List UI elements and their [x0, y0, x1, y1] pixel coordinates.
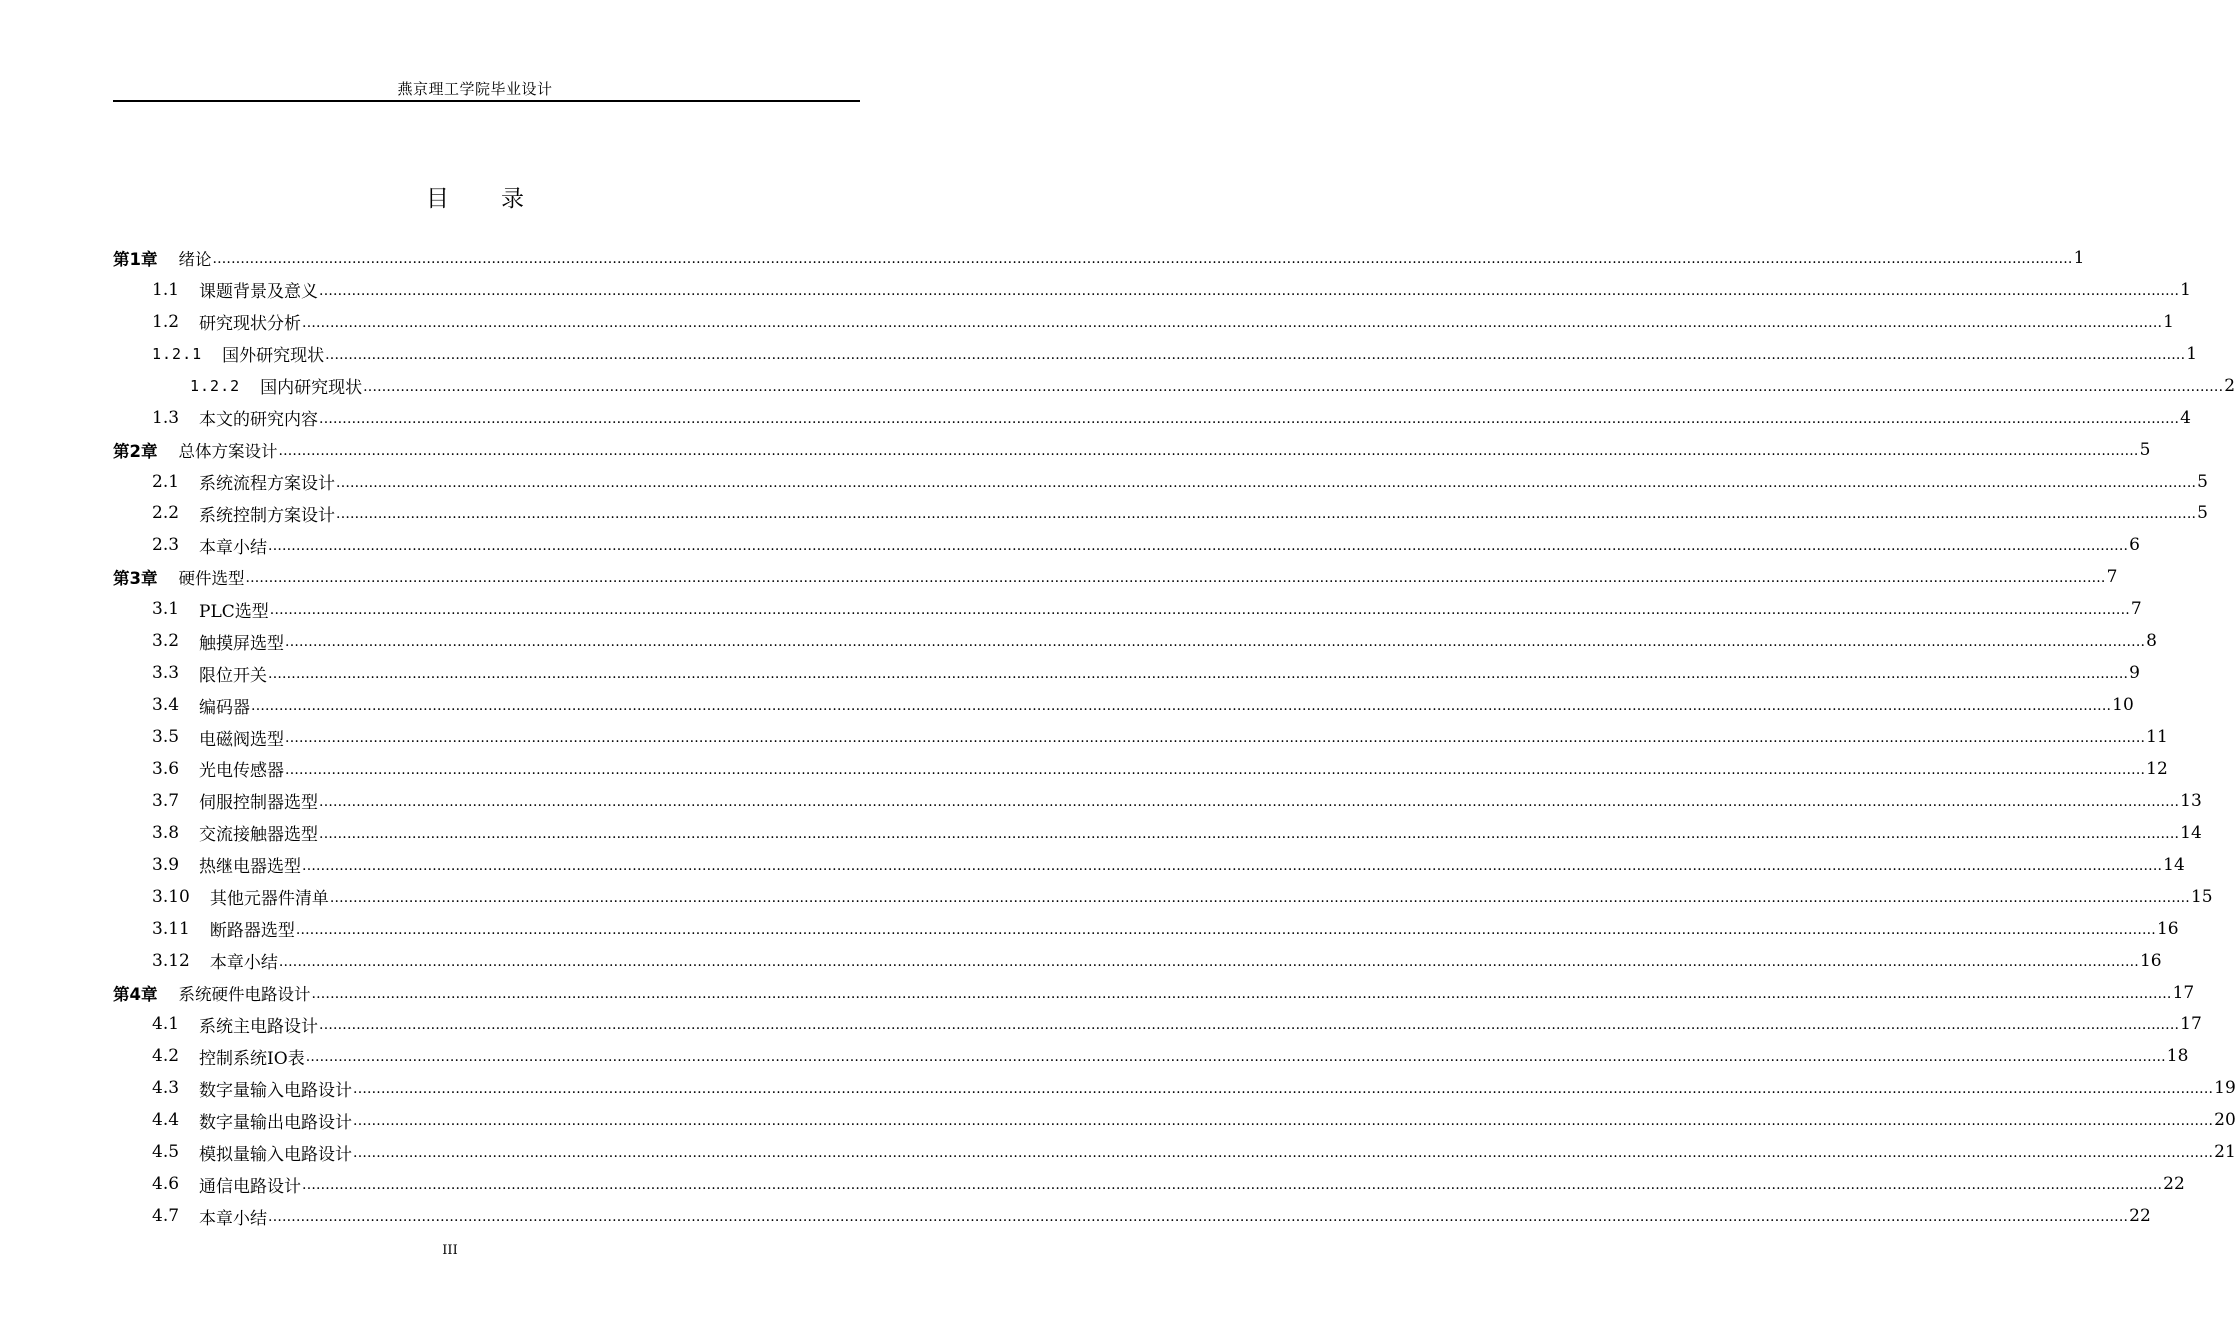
dot-leader: ................................................................................................................................................................................................................................................................................................................................................................................................................: [285, 634, 2146, 651]
toc-entry-page: 5: [2197, 503, 2208, 524]
toc-entry-title: 硬件选型: [178, 569, 245, 589]
dot-leader: ................................................................................................................................................................................................................................................................................................................................................................................................................: [245, 570, 2106, 587]
toc-entry-title: 系统控制方案设计: [199, 505, 336, 526]
toc-entry-page: 4: [2180, 407, 2191, 428]
toc-entry[interactable]: [113, 1072, 2236, 1104]
toc-entry-number: 第1章: [113, 249, 158, 269]
toc-entry-page: 7: [2106, 567, 2118, 588]
toc-entry[interactable]: [113, 721, 2168, 753]
toc-entry[interactable]: [113, 402, 2191, 434]
toc-entry-number: 1.3: [152, 407, 180, 428]
toc-entry-title: 断路器选型: [209, 921, 295, 942]
toc-entry[interactable]: [113, 945, 2162, 977]
toc-entry[interactable]: [113, 338, 2198, 370]
toc-entry[interactable]: [113, 881, 2213, 913]
toc-entry-number: 第2章: [113, 441, 158, 461]
dot-leader: ................................................................................................................................................................................................................................................................................................................................................................................................................: [319, 793, 2180, 810]
toc-entry-page: 20: [2214, 1110, 2236, 1131]
dot-leader: ................................................................................................................................................................................................................................................................................................................................................................................................................: [319, 825, 2180, 842]
dot-leader: ................................................................................................................................................................................................................................................................................................................................................................................................................: [278, 442, 2139, 459]
toc-entry-title: 电磁阀选型: [199, 729, 285, 750]
toc-entry[interactable]: [113, 1104, 2236, 1136]
dot-leader: ................................................................................................................................................................................................................................................................................................................................................................................................................: [319, 410, 2180, 427]
toc-entry-page: 5: [2139, 439, 2151, 460]
dot-leader: ................................................................................................................................................................................................................................................................................................................................................................................................................: [363, 378, 2224, 395]
toc-entry-page: 11: [2146, 727, 2168, 748]
toc-entry-page: 10: [2112, 695, 2134, 716]
toc-entry[interactable]: [113, 1200, 2151, 1232]
toc-entry-title: 数字量输出电路设计: [199, 1112, 353, 1133]
toc-entry[interactable]: [113, 274, 2191, 306]
toc-title: 目录: [426, 186, 576, 212]
dot-leader: ................................................................................................................................................................................................................................................................................................................................................................................................................: [251, 698, 2112, 715]
dot-leader: ................................................................................................................................................................................................................................................................................................................................................................................................................: [311, 985, 2172, 1002]
toc-entry-number: 1.2: [152, 311, 180, 332]
toc-entry-title: 系统主电路设计: [199, 1016, 319, 1037]
dot-leader: ................................................................................................................................................................................................................................................................................................................................................................................................................: [295, 921, 2156, 938]
toc-entry[interactable]: [113, 434, 2151, 466]
toc-entry-page: 14: [2180, 822, 2202, 843]
toc-entry-page: 14: [2163, 854, 2185, 875]
toc-entry-number: 1.2.1: [152, 344, 203, 363]
toc-entry[interactable]: [113, 753, 2168, 785]
toc-entry[interactable]: [113, 593, 2142, 625]
toc-entry-number: 2.2: [152, 503, 180, 524]
toc-entry-number: 4.1: [152, 1014, 180, 1035]
toc-entry-number: 4.5: [152, 1142, 180, 1163]
toc-entry-number: 4.2: [152, 1046, 180, 1067]
toc-entry-number: 3.4: [152, 695, 180, 716]
toc-entry-number: 2.1: [152, 471, 180, 492]
toc-entry-number: 2.3: [152, 535, 180, 556]
toc-entry[interactable]: [113, 1009, 2202, 1041]
toc-entry-title: 交流接触器选型: [199, 825, 319, 846]
dot-leader: ................................................................................................................................................................................................................................................................................................................................................................................................................: [319, 1017, 2180, 1034]
toc-entry-number: 3.8: [152, 822, 180, 843]
toc-entry[interactable]: [113, 1040, 2189, 1072]
toc-entry-title: 模拟量输入电路设计: [199, 1144, 353, 1165]
toc-entry-title: 通信电路设计: [199, 1176, 302, 1197]
toc-entry-page: 1: [2186, 343, 2198, 364]
toc-entry[interactable]: [113, 817, 2202, 849]
toc-entry-number: 4.7: [152, 1206, 180, 1227]
toc-entry-title: 伺服控制器选型: [199, 793, 319, 814]
toc-entry-title: 系统硬件电路设计: [178, 984, 311, 1004]
toc-entry-page: 16: [2139, 950, 2162, 971]
dot-leader: ................................................................................................................................................................................................................................................................................................................................................................................................................: [302, 314, 2163, 331]
toc-entry[interactable]: [113, 1136, 2236, 1168]
toc-entry[interactable]: [113, 242, 2085, 274]
toc-entry-number: 4.6: [152, 1174, 180, 1195]
toc-entry-page: 18: [2166, 1046, 2189, 1067]
toc-entry-page: 17: [2172, 982, 2195, 1003]
toc-entry-title: 编码器: [199, 697, 251, 718]
toc-entry-number: 3.5: [152, 727, 180, 748]
toc-entry-page: 2: [2224, 375, 2236, 396]
toc-entry[interactable]: [113, 529, 2140, 561]
toc-entry-title: 数字量输入电路设计: [199, 1080, 353, 1101]
toc-entry-page: 17: [2180, 1014, 2202, 1035]
toc-entry[interactable]: [113, 561, 2118, 593]
dot-leader: ................................................................................................................................................................................................................................................................................................................................................................................................................: [278, 953, 2139, 970]
toc-entry[interactable]: [113, 689, 2134, 721]
toc-entry-number: 3.7: [152, 790, 180, 811]
toc-entry-title: 本文的研究内容: [199, 410, 319, 431]
toc-entry-title: 总体方案设计: [178, 441, 278, 461]
header-rule: [113, 100, 860, 102]
toc-entry-number: 1.1: [152, 279, 180, 300]
toc-entry[interactable]: [113, 370, 2236, 402]
dot-leader: ................................................................................................................................................................................................................................................................................................................................................................................................................: [212, 250, 2073, 267]
toc-entry-title: PLC选型: [199, 601, 269, 622]
toc-entry-page: 1: [2073, 247, 2085, 268]
toc-entry-page: 22: [2163, 1174, 2185, 1195]
dot-leader: ................................................................................................................................................................................................................................................................................................................................................................................................................: [353, 1113, 2214, 1130]
dot-leader: ................................................................................................................................................................................................................................................................................................................................................................................................................: [268, 538, 2129, 555]
toc-entry-number: 3.3: [152, 663, 180, 684]
toc-entry[interactable]: [113, 785, 2202, 817]
toc-entry[interactable]: [113, 466, 2208, 498]
toc-entry[interactable]: [113, 849, 2185, 881]
toc-entry-number: 第4章: [113, 984, 158, 1004]
toc-entry-title: 研究现状分析: [199, 314, 302, 335]
toc-entry[interactable]: [113, 498, 2208, 530]
toc-entry-number: 4.3: [152, 1078, 180, 1099]
toc-entry-title: 绪论: [178, 249, 212, 269]
toc-entry-number: 1.2.2: [190, 376, 241, 395]
toc-entry-number: 第3章: [113, 569, 158, 589]
toc-entry-title: 其他元器件清单: [209, 889, 329, 910]
toc-entry-page: 6: [2129, 535, 2140, 556]
toc-entry-title: 本章小结: [209, 953, 278, 974]
toc-entry-number: 3.2: [152, 631, 180, 652]
dot-leader: ................................................................................................................................................................................................................................................................................................................................................................................................................: [329, 889, 2190, 906]
toc-entry-number: 3.6: [152, 758, 180, 779]
dot-leader: ................................................................................................................................................................................................................................................................................................................................................................................................................: [268, 1209, 2129, 1226]
toc-entry-number: 3.10: [152, 886, 190, 907]
dot-leader: ................................................................................................................................................................................................................................................................................................................................................................................................................: [285, 730, 2146, 747]
toc-entry-number: 3.9: [152, 854, 180, 875]
dot-leader: ................................................................................................................................................................................................................................................................................................................................................................................................................: [268, 666, 2129, 683]
toc-entry[interactable]: [113, 977, 2195, 1009]
toc-entry-number: 4.4: [152, 1110, 180, 1131]
toc-entry-page: 1: [2180, 279, 2191, 300]
toc-entry-page: 13: [2180, 790, 2202, 811]
toc-entry-page: 12: [2146, 758, 2168, 779]
dot-leader: ................................................................................................................................................................................................................................................................................................................................................................................................................: [305, 1049, 2166, 1066]
dot-leader: ................................................................................................................................................................................................................................................................................................................................................................................................................: [302, 1177, 2163, 1194]
toc-entry-title: 光电传感器: [199, 761, 285, 782]
toc-entry-page: 15: [2190, 886, 2213, 907]
toc-entry-number: 3.12: [152, 950, 190, 971]
dot-leader: ................................................................................................................................................................................................................................................................................................................................................................................................................: [285, 761, 2146, 778]
dot-leader: ................................................................................................................................................................................................................................................................................................................................................................................................................: [269, 602, 2130, 619]
toc-entry-page: 5: [2197, 471, 2208, 492]
dot-leader: ................................................................................................................................................................................................................................................................................................................................................................................................................: [336, 474, 2197, 491]
dot-leader: ................................................................................................................................................................................................................................................................................................................................................................................................................: [353, 1081, 2214, 1098]
table-of-contents: [113, 242, 2236, 1232]
toc-entry-number: 3.1: [152, 599, 180, 620]
toc-entry-number: 3.11: [152, 918, 190, 939]
toc-entry-title: 课题背景及意义: [199, 282, 319, 303]
toc-entry-page: 7: [2130, 599, 2142, 620]
dot-leader: ................................................................................................................................................................................................................................................................................................................................................................................................................: [325, 346, 2186, 363]
toc-entry[interactable]: [113, 306, 2174, 338]
toc-entry-title: 国外研究现状: [222, 346, 325, 367]
toc-entry[interactable]: [113, 657, 2140, 689]
toc-entry-page: 21: [2214, 1142, 2236, 1163]
toc-entry[interactable]: [113, 625, 2157, 657]
toc-entry[interactable]: [113, 913, 2179, 945]
running-header: 燕京理工学院毕业设计: [397, 80, 553, 98]
toc-entry-title: 国内研究现状: [260, 378, 363, 399]
toc-entry-title: 限位开关: [199, 665, 268, 686]
toc-entry-page: 8: [2146, 631, 2157, 652]
toc-entry-page: 19: [2214, 1078, 2236, 1099]
dot-leader: ................................................................................................................................................................................................................................................................................................................................................................................................................: [353, 1145, 2214, 1162]
dot-leader: ................................................................................................................................................................................................................................................................................................................................................................................................................: [319, 282, 2180, 299]
toc-entry-title: 热继电器选型: [199, 857, 302, 878]
toc-entry-title: 触摸屏选型: [199, 633, 285, 654]
toc-entry-page: 16: [2156, 918, 2179, 939]
toc-entry-title: 系统流程方案设计: [199, 474, 336, 495]
toc-entry[interactable]: [113, 1168, 2185, 1200]
dot-leader: ................................................................................................................................................................................................................................................................................................................................................................................................................: [336, 506, 2197, 523]
toc-entry-title: 本章小结: [199, 537, 268, 558]
dot-leader: ................................................................................................................................................................................................................................................................................................................................................................................................................: [302, 857, 2163, 874]
toc-entry-title: 本章小结: [199, 1208, 268, 1229]
page-number: III: [442, 1243, 458, 1258]
toc-entry-title: 控制系统IO表: [199, 1048, 305, 1069]
toc-entry-page: 1: [2163, 311, 2174, 332]
toc-entry-page: 9: [2129, 663, 2140, 684]
toc-entry-page: 22: [2129, 1206, 2151, 1227]
